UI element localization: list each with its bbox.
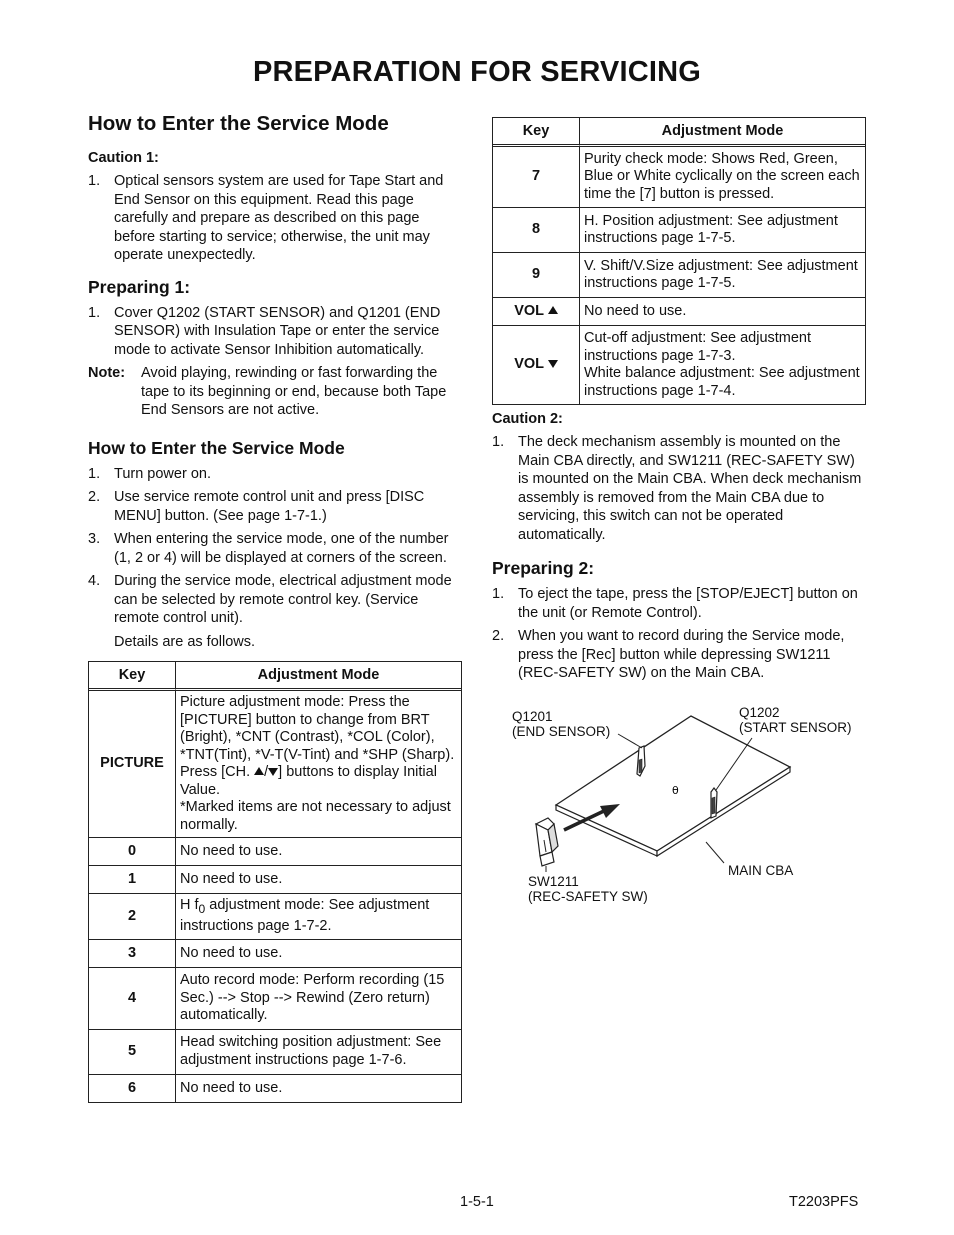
key-cell: 7 — [493, 147, 580, 207]
mode-cell: Auto record mode: Perform recording (15 Sec.) --> Stop --> Rewind (Zero return) automatically. — [176, 967, 461, 1029]
page-number: 1-5-1 — [460, 1194, 494, 1210]
label-line: Q1202 — [739, 705, 780, 720]
table-header — [493, 118, 865, 147]
slash-text: / — [264, 764, 269, 780]
label-line: (END SENSOR) — [512, 724, 611, 739]
table-row — [493, 297, 865, 325]
key-cell: PICTURE — [89, 691, 176, 837]
mode-cell: No need to use. — [176, 837, 461, 865]
item-text: Turn power on. — [114, 465, 211, 482]
adjustment-table-2 — [492, 117, 866, 405]
list-item — [88, 304, 462, 360]
key-cell: 5 — [89, 1029, 176, 1074]
mode-cell: V. Shift/V.Size adjustment: See adjustment instructions page 1-7-5. — [580, 252, 865, 297]
leader-main-cba — [706, 842, 724, 863]
down-arrow-icon — [268, 768, 278, 776]
sw1211-switch-icon — [536, 818, 558, 866]
key-cell: 1 — [89, 865, 176, 893]
key-cell: 3 — [89, 939, 176, 967]
mode-cell: Head switching position adjustment: See adjustment instructions page 1-7-6. — [176, 1029, 461, 1074]
table-row — [89, 837, 461, 865]
preparing2-heading: Preparing 2: — [492, 558, 595, 578]
item-text: Use service remote control unit and press [DISC MENU] button. (See page 1-7-1.) — [114, 489, 425, 524]
list-item — [492, 433, 866, 544]
mode-text: Cut-off adjustment: See adjustment instructions page 1-7-3. — [584, 330, 812, 364]
key-cell: 4 — [89, 967, 176, 1029]
table-row — [89, 939, 461, 967]
mode-cell: No need to use. — [176, 939, 461, 967]
label-line: (START SENSOR) — [739, 720, 852, 735]
adjustment-table-1 — [88, 661, 462, 1103]
left-column — [88, 112, 462, 1103]
q1202-label — [739, 705, 852, 735]
col-key: Key — [493, 118, 580, 147]
col-mode: Adjustment Mode — [176, 662, 461, 691]
details-text: Details are as follows. — [114, 633, 256, 650]
caution1-label: Caution 1: — [88, 150, 159, 166]
list-item — [88, 572, 462, 628]
label-line: SW1211 — [528, 874, 579, 889]
preparing1-heading: Preparing 1: — [88, 276, 191, 297]
table-row — [493, 252, 865, 297]
mode-cell: Purity check mode: Shows Red, Green, Blue or White cyclically on the screen each time the [7] button is pressed. — [584, 150, 860, 202]
caution1-list — [88, 172, 462, 265]
mode-cell — [580, 325, 865, 404]
item-text: Cover Q1202 (START SENSOR) and Q1201 (END SENSOR) with Insulation Tape or enter the service mode to activate Sensor Inhibition automatically. — [114, 304, 441, 358]
key-cell: 0 — [89, 837, 176, 865]
item-number: 1. — [492, 434, 505, 450]
mode-cell: No need to use. — [580, 297, 865, 325]
list-item — [88, 488, 462, 525]
table-row — [89, 865, 461, 893]
q1201-label — [512, 709, 610, 739]
label-line: Q1201 — [512, 709, 553, 724]
mode-text: adjustment mode: See adjustment instructions page 1-7-2. — [180, 897, 430, 935]
preparing1-list — [88, 304, 462, 360]
item-number: 1. — [88, 465, 101, 482]
key-cell: 6 — [89, 1074, 176, 1102]
mode-cell — [176, 691, 461, 837]
item-number: 4. — [88, 573, 101, 589]
table-row — [89, 691, 461, 837]
list-item — [492, 627, 866, 683]
table-row — [493, 147, 865, 207]
item-text: To eject the tape, press the [STOP/EJECT] button on the unit (or Remote Control). — [518, 586, 858, 621]
right-column — [492, 117, 866, 688]
key-cell: 2 — [89, 893, 176, 939]
key-cell — [493, 297, 580, 325]
mode-cell: H. Position adjustment: See adjustment instructions page 1-7-5. — [580, 207, 865, 252]
model-number: T2203PFS — [789, 1194, 859, 1210]
table-row — [89, 1029, 461, 1074]
note-label: Note: — [88, 365, 126, 381]
section-heading: How to Enter the Service Mode — [88, 112, 389, 135]
table-row — [493, 325, 865, 404]
key-cell: 9 — [493, 252, 580, 297]
item-number: 1. — [88, 304, 101, 321]
item-number: 1. — [492, 586, 505, 602]
item-text: Optical sensors system are used for Tape Start and End Sensor on this equipment. Read this page carefully and prepare as described on this page before starting to service; otherwise, the unit may operate unexpectedly. — [114, 173, 444, 263]
mode-text: *Marked items are not necessary to adjust normally. — [180, 799, 451, 833]
enter-list — [88, 465, 462, 628]
page-title: PREPARATION FOR SERVICING — [252, 56, 702, 88]
caution2-list — [492, 433, 866, 544]
key-cell — [493, 325, 580, 404]
up-arrow-icon — [254, 767, 264, 775]
subscript: 0 — [198, 901, 206, 916]
preparing2-list — [492, 585, 866, 683]
note — [88, 364, 462, 420]
mode-cell: No need to use. — [176, 1074, 461, 1102]
caution2-label: Caution 2: — [492, 411, 563, 427]
item-text: The deck mechanism assembly is mounted on the Main CBA directly, and SW1211 (REC-SAFETY SW) is mounted on the Main CBA. When deck mechanism assembly is removed from the Main CBA due to servicing, this switch can not be operated automatically. — [518, 434, 862, 543]
list-item — [88, 465, 462, 484]
q1202-sensor-icon — [711, 788, 717, 818]
item-number: 3. — [88, 531, 101, 547]
enter-heading: How to Enter the Service Mode — [88, 437, 345, 458]
list-item — [492, 585, 866, 622]
col-key: Key — [89, 662, 176, 691]
board-mark: θ — [672, 784, 679, 797]
mode-text: White balance adjustment: See adjustment instructions page 1-7-4. — [584, 365, 860, 399]
up-arrow-icon — [548, 306, 558, 314]
key-text: VOL — [514, 356, 544, 373]
table-row — [89, 1074, 461, 1102]
label-line: (REC-SAFETY SW) — [528, 889, 648, 904]
table-row — [89, 967, 461, 1029]
main-cba-label: MAIN CBA — [728, 863, 794, 878]
item-number: 2. — [492, 628, 505, 644]
table-row — [493, 207, 865, 252]
item-text: When you want to record during the Service mode, press the [Rec] button while depressing SW1211 (REC-SAFETY SW) on the Main CBA. — [518, 628, 845, 681]
mode-cell: No need to use. — [176, 865, 461, 893]
mode-text: ] buttons to display Initial Value. — [180, 764, 437, 798]
table-header — [89, 662, 461, 691]
mode-cell — [176, 893, 461, 939]
down-arrow-icon — [548, 360, 558, 368]
mode-text: Picture adjustment mode: Press the [PICTURE] button to change from BRT (Bright), *CNT (Contrast), *COL (Color), *TNT(Tint), *V-T(V-Tint) and *SHP (Sharp). Press [CH. — [180, 694, 455, 780]
sw1211-label — [528, 874, 648, 904]
key-text: VOL — [514, 302, 544, 319]
list-item — [88, 172, 462, 265]
sensor-diagram — [506, 700, 866, 910]
leader-q1201 — [618, 734, 642, 748]
list-item — [88, 530, 462, 567]
note-text: Avoid playing, rewinding or fast forwarding the tape to its beginning or end, because both Tape End Sensors are not active. — [141, 365, 447, 418]
item-number: 2. — [88, 489, 101, 505]
table-row — [89, 893, 461, 939]
item-text: During the service mode, electrical adjustment mode can be selected by remote control key. (Service remote control unit). — [114, 573, 452, 626]
item-number: 1. — [88, 173, 101, 189]
item-text: When entering the service mode, one of the number (1, 2 or 4) will be displayed at corners of the screen. — [114, 531, 449, 566]
key-cell: 8 — [493, 207, 580, 252]
mode-text: H f — [180, 897, 199, 913]
col-mode: Adjustment Mode — [580, 118, 865, 147]
